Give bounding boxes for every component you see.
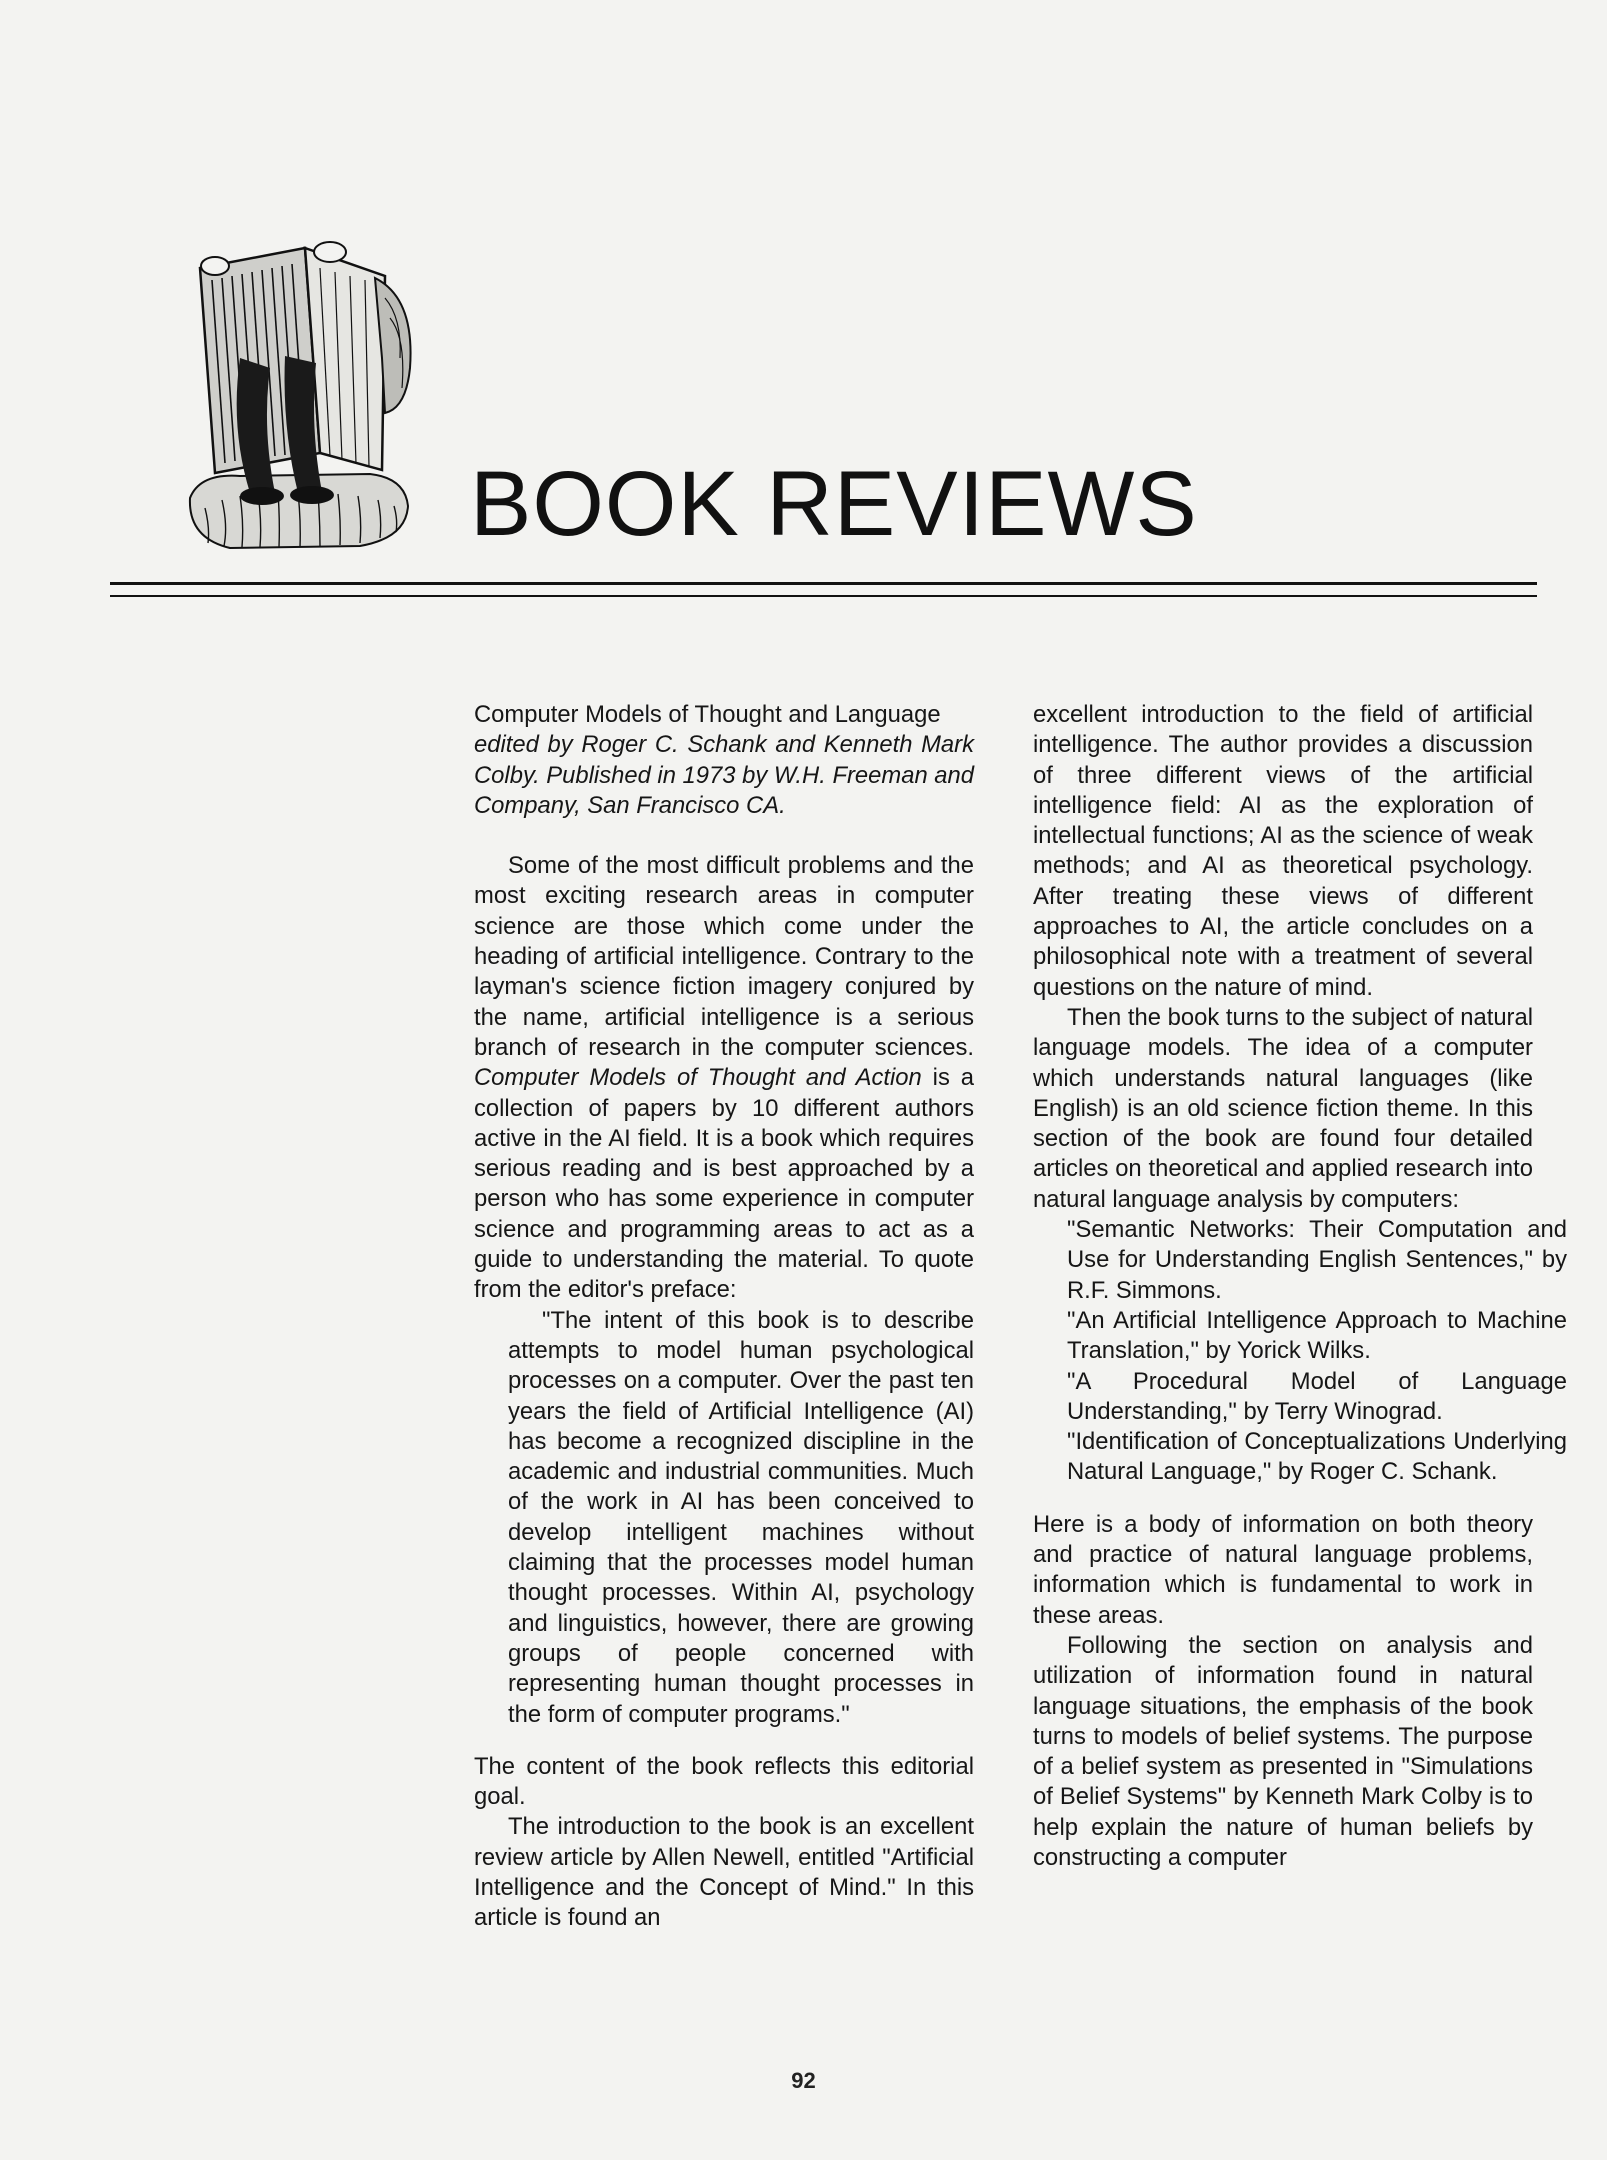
review-paragraph: excellent introduction to the field of artificial intelligence. The author provides a discussion of three different views of the artificial intelligence field: AI as the exploration of intellectual functions; AI as the science of weak methods; and AI as theoretical psychology. After treating these views of different approaches to AI, the article concludes on a philosophical note with a treatment of several questions on the nature of mind. xyxy=(1033,701,1533,1001)
review-text: is a collection of papers by 10 different authors active in the AI field. It is a book which requires serious reading and is best approached by a person who has some experience in computer science and programming areas to act as a guide to understanding the material. To quote from the editor's preface: xyxy=(474,1064,974,1304)
review-paragraph: Following the section on analysis and utilization of information found in natural language situations, the emphasis of the book turns to models of belief systems. The purpose of a belief system as presented in "Simulations of Belief Systems" by Kenneth Mark Colby is to help explain the nature of human beliefs by constructing a computer xyxy=(1033,1631,1533,1871)
page-title: BOOK REVIEWS xyxy=(470,453,1198,555)
article-citation: "Identification of Conceptualizations Underlying Natural Language," by Roger C. Schank. xyxy=(1067,1428,1567,1486)
review-text: Some of the most difficult problems and the most exciting research areas in computer science are those which come under the heading of artificial intelligence. Contrary to the layman's science fiction imagery conjured by the name, artificial intelligence is a serious branch of research in the computer sciences. xyxy=(474,852,974,1061)
left-column xyxy=(474,700,974,1934)
book-citation-details: edited by Roger C. Schank and Kenneth Mark Colby. Published in 1973 by W.H. Freeman and Company, San Francisco CA. xyxy=(474,731,974,819)
book-title-italic: Computer Models of Thought and Action xyxy=(474,1064,922,1092)
editor-preface-quote: "The intent of this book is to describe attempts to model human psychological processes on a computer. Over the past ten years the field of Artificial Intelligence (AI) has become a recognized discipline in the academic and industrial communities. Much of the work in AI has been conceived to develop intelligent machines without claiming that the processes model human thought processes. Within AI, psychology and linguistics, however, there are growing groups of people concerned with representing human thought processes in the form of computer programs." xyxy=(508,1306,974,1728)
right-column xyxy=(1033,700,1567,1873)
article-citation: "An Artificial Intelligence Approach to Machine Translation," by Yorick Wilks. xyxy=(1067,1306,1567,1365)
header-rule-bottom xyxy=(110,595,1537,597)
article-citation: "Semantic Networks: Their Computation and Use for Understanding English Sentences," by R.F. Simmons. xyxy=(1067,1216,1567,1304)
review-paragraph: Then the book turns to the subject of natural language models. The idea of a computer which understands natural languages (like English) is an old science fiction theme. In this section of the book are found four detailed articles on theoretical and applied research into natural language analysis by computers: xyxy=(1033,1003,1533,1213)
review-paragraph xyxy=(474,851,974,1305)
review-paragraph: The introduction to the book is an excellent review article by Allen Newell, entitled "Artificial Intelligence and the Concept of Mind." In this article is found an xyxy=(474,1813,974,1932)
header-rule-top xyxy=(110,582,1537,585)
book-title: Computer Models of Thought and Language xyxy=(474,701,941,728)
article-citation: "A Procedural Model of Language Understanding," by Terry Winograd. xyxy=(1067,1367,1567,1425)
book-reader-illustration-icon xyxy=(170,238,425,558)
review-paragraph: The content of the book reflects this editorial goal. xyxy=(474,1752,974,1811)
review-paragraph: Here is a body of information on both theory and practice of natural language problems, information which is fundamental to work in these areas. xyxy=(1033,1510,1533,1629)
page-number: 92 xyxy=(791,2068,816,2093)
